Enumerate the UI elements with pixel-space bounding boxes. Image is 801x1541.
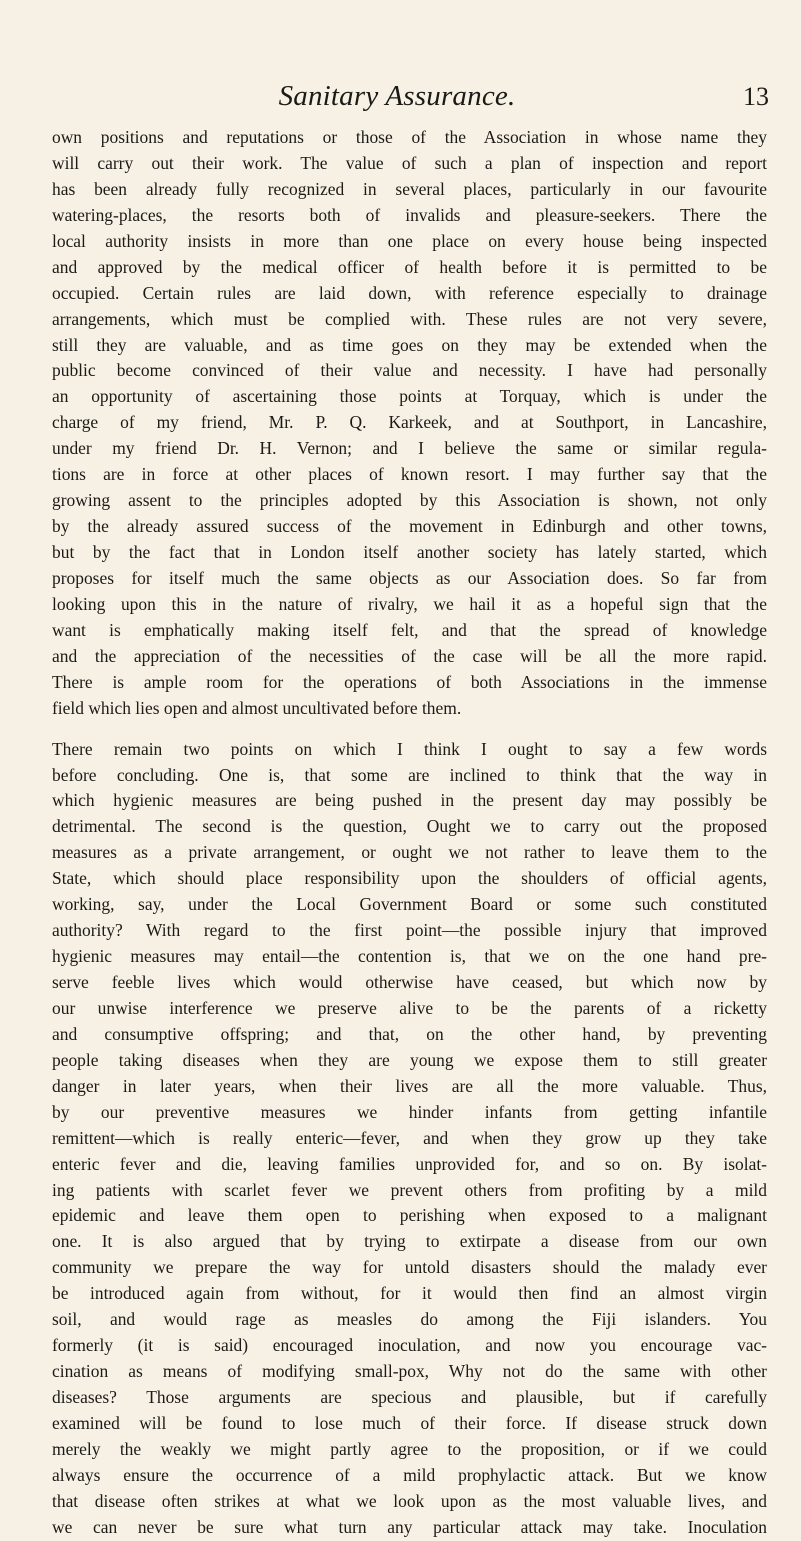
text-line: by the already assured success of the movement in Edinburgh and other towns, (52, 516, 767, 537)
text-line: local authority insists in more than one place on every house being inspected (52, 230, 767, 251)
text-line: There remain two points on which I think I ought to say a few words (52, 738, 767, 759)
page-number: 13 (743, 82, 769, 111)
text-line: authority? With regard to the first point—the possible injury that improved (52, 920, 767, 941)
text-line: want is emphatically making itself felt, and that the spread of knowledge (52, 619, 767, 640)
text-line: that disease often strikes at what we look upon as the most valuable lives, and (52, 1490, 767, 1511)
body-text (52, 125, 767, 1541)
text-line: before concluding. One is, that some are inclined to think that the way in (52, 764, 767, 785)
text-line: looking upon this in the nature of rivalry, we hail it as a hopeful sign that the (52, 593, 767, 614)
text-line: still they are valuable, and as time goes on they may be extended when the (52, 334, 767, 355)
text-line: which hygienic measures are being pushed in the present day may possibly be (52, 790, 767, 811)
text-line: There is ample room for the operations of both Associations in the immense (52, 671, 767, 692)
text-line: measures as a private arrangement, or ought we not rather to leave them to the (52, 842, 767, 863)
text-line: an opportunity of ascertaining those points at Torquay, which is under the (52, 386, 767, 407)
text-line: examined will be found to lose much of their force. If disease struck down (52, 1412, 767, 1433)
running-head: Sanitary Assurance. (278, 80, 516, 112)
text-line: arrangements, which must be complied with. These rules are not very severe, (52, 308, 767, 329)
text-line: community we prepare the way for untold disasters should the malady ever (52, 1257, 767, 1278)
text-line: public become convinced of their value and necessity. I have had personally (52, 360, 767, 381)
paragraph (52, 737, 767, 1541)
text-line: soil, and would rage as measles do among the Fiji islanders. You (52, 1309, 767, 1330)
text-line: watering-places, the resorts both of invalids and pleasure-seekers. There the (52, 204, 767, 225)
text-line: hygienic measures may entail—the contention is, that we on the one hand pre- (52, 946, 767, 967)
text-line: proposes for itself much the same objects as our Association does. So far from (52, 567, 767, 588)
text-line: and approved by the medical officer of health before it is permitted to be (52, 256, 767, 277)
text-line: be introduced again from without, for it would then find an almost virgin (52, 1283, 767, 1304)
text-line: serve feeble lives which would otherwise have ceased, but which now by (52, 972, 767, 992)
text-line: cination as means of modifying small-pox, Why not do the same with other (52, 1361, 767, 1382)
text-line: will carry out their work. The value of such a plan of inspection and report (52, 152, 767, 173)
text-line: epidemic and leave them open to perishing when exposed to a malignant (52, 1205, 767, 1226)
text-line: own positions and reputations or those of the Association in whose name they (52, 127, 767, 147)
text-line: merely the weakly we might partly agree to the proposition, or if we could (52, 1438, 767, 1459)
text-line: growing assent to the principles adopted by this Association is shown, not only (52, 490, 767, 511)
text-line: we can never be sure what turn any particular attack may take. Inoculation (52, 1516, 767, 1537)
paragraph-gap (52, 722, 767, 737)
text-line: field which lies open and almost uncultivated before them. (52, 697, 462, 718)
text-line: and consumptive offspring; and that, on the other hand, by preventing (52, 1023, 767, 1044)
text-line: danger in later years, when their lives are all the more valuable. Thus, (52, 1075, 767, 1096)
text-line: diseases? Those arguments are specious and plausible, but if carefully (52, 1387, 767, 1407)
text-line: working, say, under the Local Government Board or some such constituted (52, 894, 767, 915)
text-line: formerly (it is said) encouraged inoculation, and now you encourage vac- (52, 1335, 767, 1356)
text-line: ing patients with scarlet fever we prevent others from profiting by a mild (52, 1179, 767, 1200)
text-line: our unwise interference we preserve alive to be the parents of a ricketty (52, 997, 767, 1018)
text-line: and the appreciation of the necessities of the case will be all the more rapid. (52, 645, 767, 666)
text-line: always ensure the occurrence of a mild prophylactic attack. But we know (52, 1464, 767, 1485)
text-line: tions are in force at other places of known resort. I may further say that the (52, 464, 767, 485)
paragraph (52, 125, 767, 722)
text-line: people taking diseases when they are young we expose them to still greater (52, 1049, 767, 1070)
text-line: under my friend Dr. H. Vernon; and I believe the same or similar regula- (52, 438, 767, 459)
text-line: occupied. Certain rules are laid down, with reference especially to drainage (52, 282, 767, 303)
text-line: detrimental. The second is the question, Ought we to carry out the proposed (52, 816, 767, 837)
text-line: remittent—which is really enteric—fever, and when they grow up they take (52, 1127, 767, 1148)
text-line: enteric fever and die, leaving families unprovided for, and so on. By isolat- (52, 1153, 767, 1174)
text-line: has been already fully recognized in several places, particularly in our favourite (52, 178, 767, 199)
text-line: by our preventive measures we hinder infants from getting infantile (52, 1101, 767, 1122)
text-line: one. It is also argued that by trying to extirpate a disease from our own (52, 1231, 767, 1252)
text-line: charge of my friend, Mr. P. Q. Karkeek, and at Southport, in Lancashire, (52, 412, 767, 433)
text-line: but by the fact that in London itself another society has lately started, which (52, 542, 767, 562)
text-line: State, which should place responsibility upon the shoulders of official agents, (52, 868, 767, 889)
